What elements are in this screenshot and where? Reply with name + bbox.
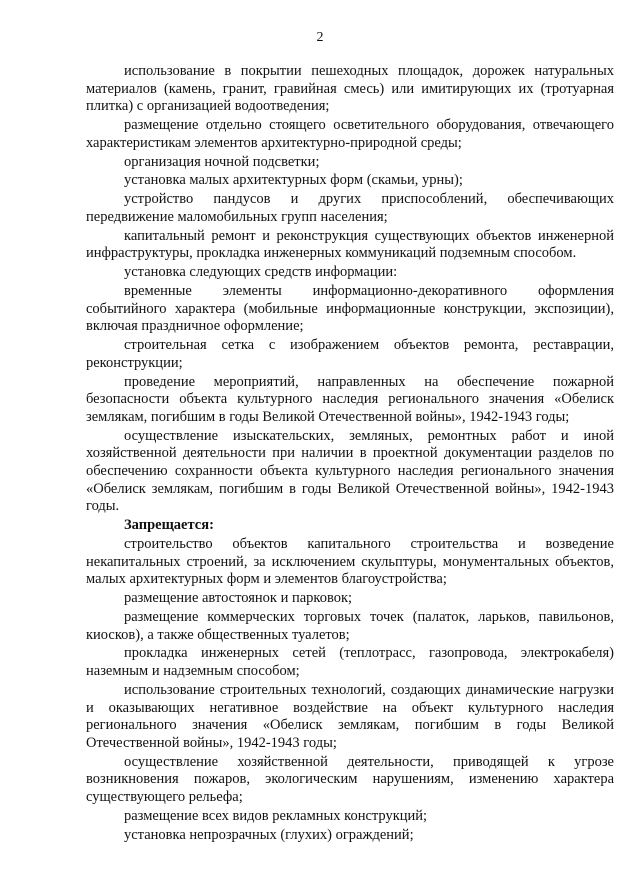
permitted-item-paving: использование в покрытии пешеходных площадок, дорожек натуральных материалов (камень, гранит, гравийная смесь) или имитирующих их (тротуарная плитка) с организацией водоотведения;	[86, 63, 614, 115]
page-number: 2	[316, 30, 324, 45]
permitted-item-infrastructure-repair: капитальный ремонт и реконструкция существующих объектов инженерной инфраструктуры, прокладка инженерных коммуникаций подземным способом.	[86, 227, 614, 262]
document-body	[86, 63, 614, 845]
prohibited-item-dynamic-loads: использование строительных технологий, создающих динамические нагрузки и оказывающих негативное воздействие на объект культурного наследия регионального значения «Обелиск землякам, погибшим в годы Великой Отечественной войны», 1942-1943 годы;	[86, 681, 614, 751]
prohibited-item-parking: размещение автостоянок и парковок;	[124, 590, 353, 607]
prohibited-item-capital-construction: строительство объектов капитального строительства и возведение некапитальных строений, за исключением скульптуры, монументальных объектов, малых архитектурных форм и элементов благоустройства;	[86, 536, 614, 588]
permitted-item-fire-safety: проведение мероприятий, направленных на обеспечение пожарной безопасности объекта культурного наследия регионального значения «Обелиск землякам, погибшим в годы Великой Отечественной войны», 1942-1943 годы;	[86, 373, 614, 425]
prohibited-item-overhead-networks: прокладка инженерных сетей (теплотрасс, газопровода, электрокабеля) наземным и надземным способом;	[86, 645, 614, 680]
permitted-item-small-forms: установка малых архитектурных форм (скамьи, урны);	[124, 172, 463, 189]
permitted-item-ramps: устройство пандусов и других приспособлений, обеспечивающих передвижение маломобильных групп населения;	[86, 191, 614, 225]
permitted-item-temporary-decor: временные элементы информационно-декоративного оформления событийного характера (мобильные информационные конструкции, экспозиции), включая праздничное оформление;	[86, 283, 614, 335]
permitted-item-survey-works: осуществление изыскательских, земляных, ремонтных работ и иной хозяйственной деятельности при наличии в проектной документации разделов по обеспечению сохранности объекта культурного наследия регионального значения «Обелиск землякам, погибшим в годы Великой Отечественной войны», 1942-1943 годы.	[86, 427, 614, 515]
permitted-item-construction-mesh: строительная сетка с изображением объектов ремонта, реставрации, реконструкции;	[86, 337, 614, 371]
prohibited-item-advertising: размещение всех видов рекламных конструкций;	[124, 807, 428, 824]
prohibited-item-kiosks: размещение коммерческих торговых точек (палаток, ларьков, павильонов, киосков), а также общественных туалетов;	[86, 608, 614, 643]
prohibited-item-opaque-fences: установка непрозрачных (глухих) ограждений;	[124, 826, 414, 843]
prohibited-heading: Запрещается:	[124, 517, 214, 534]
permitted-item-information-means: установка следующих средств информации:	[124, 264, 398, 281]
permitted-item-lighting-equipment: размещение отдельно стоящего осветительного оборудования, отвечающего характеристикам элементов архитектурно-природной среды;	[86, 117, 614, 151]
prohibited-item-fire-hazard: осуществление хозяйственной деятельности, приводящей к угрозе возникновения пожаров, экологическим нарушениям, изменению характера существующего рельефа;	[86, 753, 614, 805]
permitted-item-night-lighting: организация ночной подсветки;	[124, 153, 320, 170]
